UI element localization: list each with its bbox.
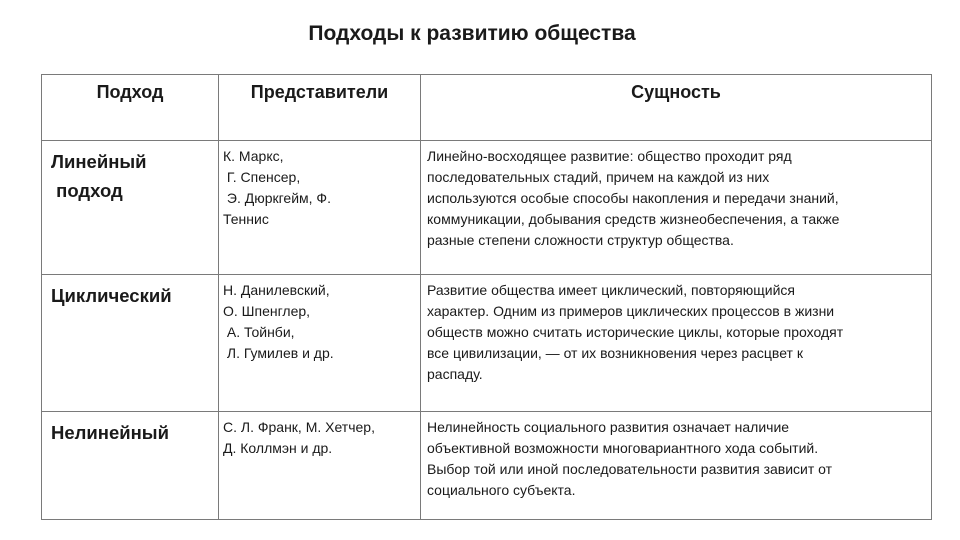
representative: О. Шпенглер, (223, 303, 311, 319)
representative: К. Маркс, (223, 148, 284, 164)
essence-text: коммуникации, добывания средств жизнеобеспечения, а также (427, 211, 840, 227)
essence-text: социального субъекта. (427, 482, 576, 498)
approach-cell (42, 275, 219, 412)
essence-text: последовательных стадий, причем на каждой из них (427, 169, 770, 185)
table-row (42, 141, 932, 275)
essence-text: Линейно-восходящее развитие: общество проходит ряд (427, 148, 792, 164)
essence-text: обществ можно считать исторические циклы, которые проходят (427, 324, 844, 340)
table-row (42, 412, 932, 520)
essence-text: характер. Одним из примеров циклических процессов в жизни (427, 303, 835, 319)
approach-name: Циклический (51, 285, 172, 306)
representative: А. Тойнби, (223, 324, 295, 340)
essence-text: Нелинейность социального развития означает наличие (427, 419, 790, 435)
header-essence: Сущность (421, 75, 932, 141)
table-row (42, 275, 932, 412)
representatives-cell (219, 412, 421, 520)
page-title: Подходы к развитию общества (308, 22, 636, 45)
approach-name: подход (51, 180, 123, 201)
header-approach: Подход (42, 75, 219, 141)
representatives-cell (219, 275, 421, 412)
representative: Г. Спенсер, (223, 169, 301, 185)
approach-cell (42, 412, 219, 520)
representative: Н. Данилевский, (223, 282, 330, 298)
approach-name: Линейный (51, 151, 147, 172)
representative: Д. Коллмэн и др. (223, 440, 333, 456)
essence-text: объективной возможности многовариантного хода событий. (427, 440, 819, 456)
essence-cell (421, 141, 932, 275)
table-header-row (42, 75, 932, 141)
approach-cell (42, 141, 219, 275)
header-representatives: Представители (219, 75, 421, 141)
essence-text: все цивилизации, — от их возникновения через расцвет к (427, 345, 803, 361)
essence-text: Выбор той или иной последовательности развития зависит от (427, 461, 833, 477)
representative: Теннис (223, 211, 269, 227)
essence-text: используются особые способы накопления и передачи знаний, (427, 190, 839, 206)
essence-text: разные степени сложности структур общества. (427, 232, 734, 248)
essence-cell (421, 275, 932, 412)
essence-text: Развитие общества имеет циклический, повторяющийся (427, 282, 795, 298)
representatives-cell (219, 141, 421, 275)
approach-name: Нелинейный (51, 422, 169, 443)
essence-cell (421, 412, 932, 520)
essence-text: распаду. (427, 366, 483, 382)
representative: Э. Дюркгейм, Ф. (223, 190, 331, 206)
representative: Л. Гумилев и др. (223, 345, 334, 361)
approaches-table (41, 74, 932, 520)
representative: С. Л. Франк, М. Хетчер, (223, 419, 375, 435)
